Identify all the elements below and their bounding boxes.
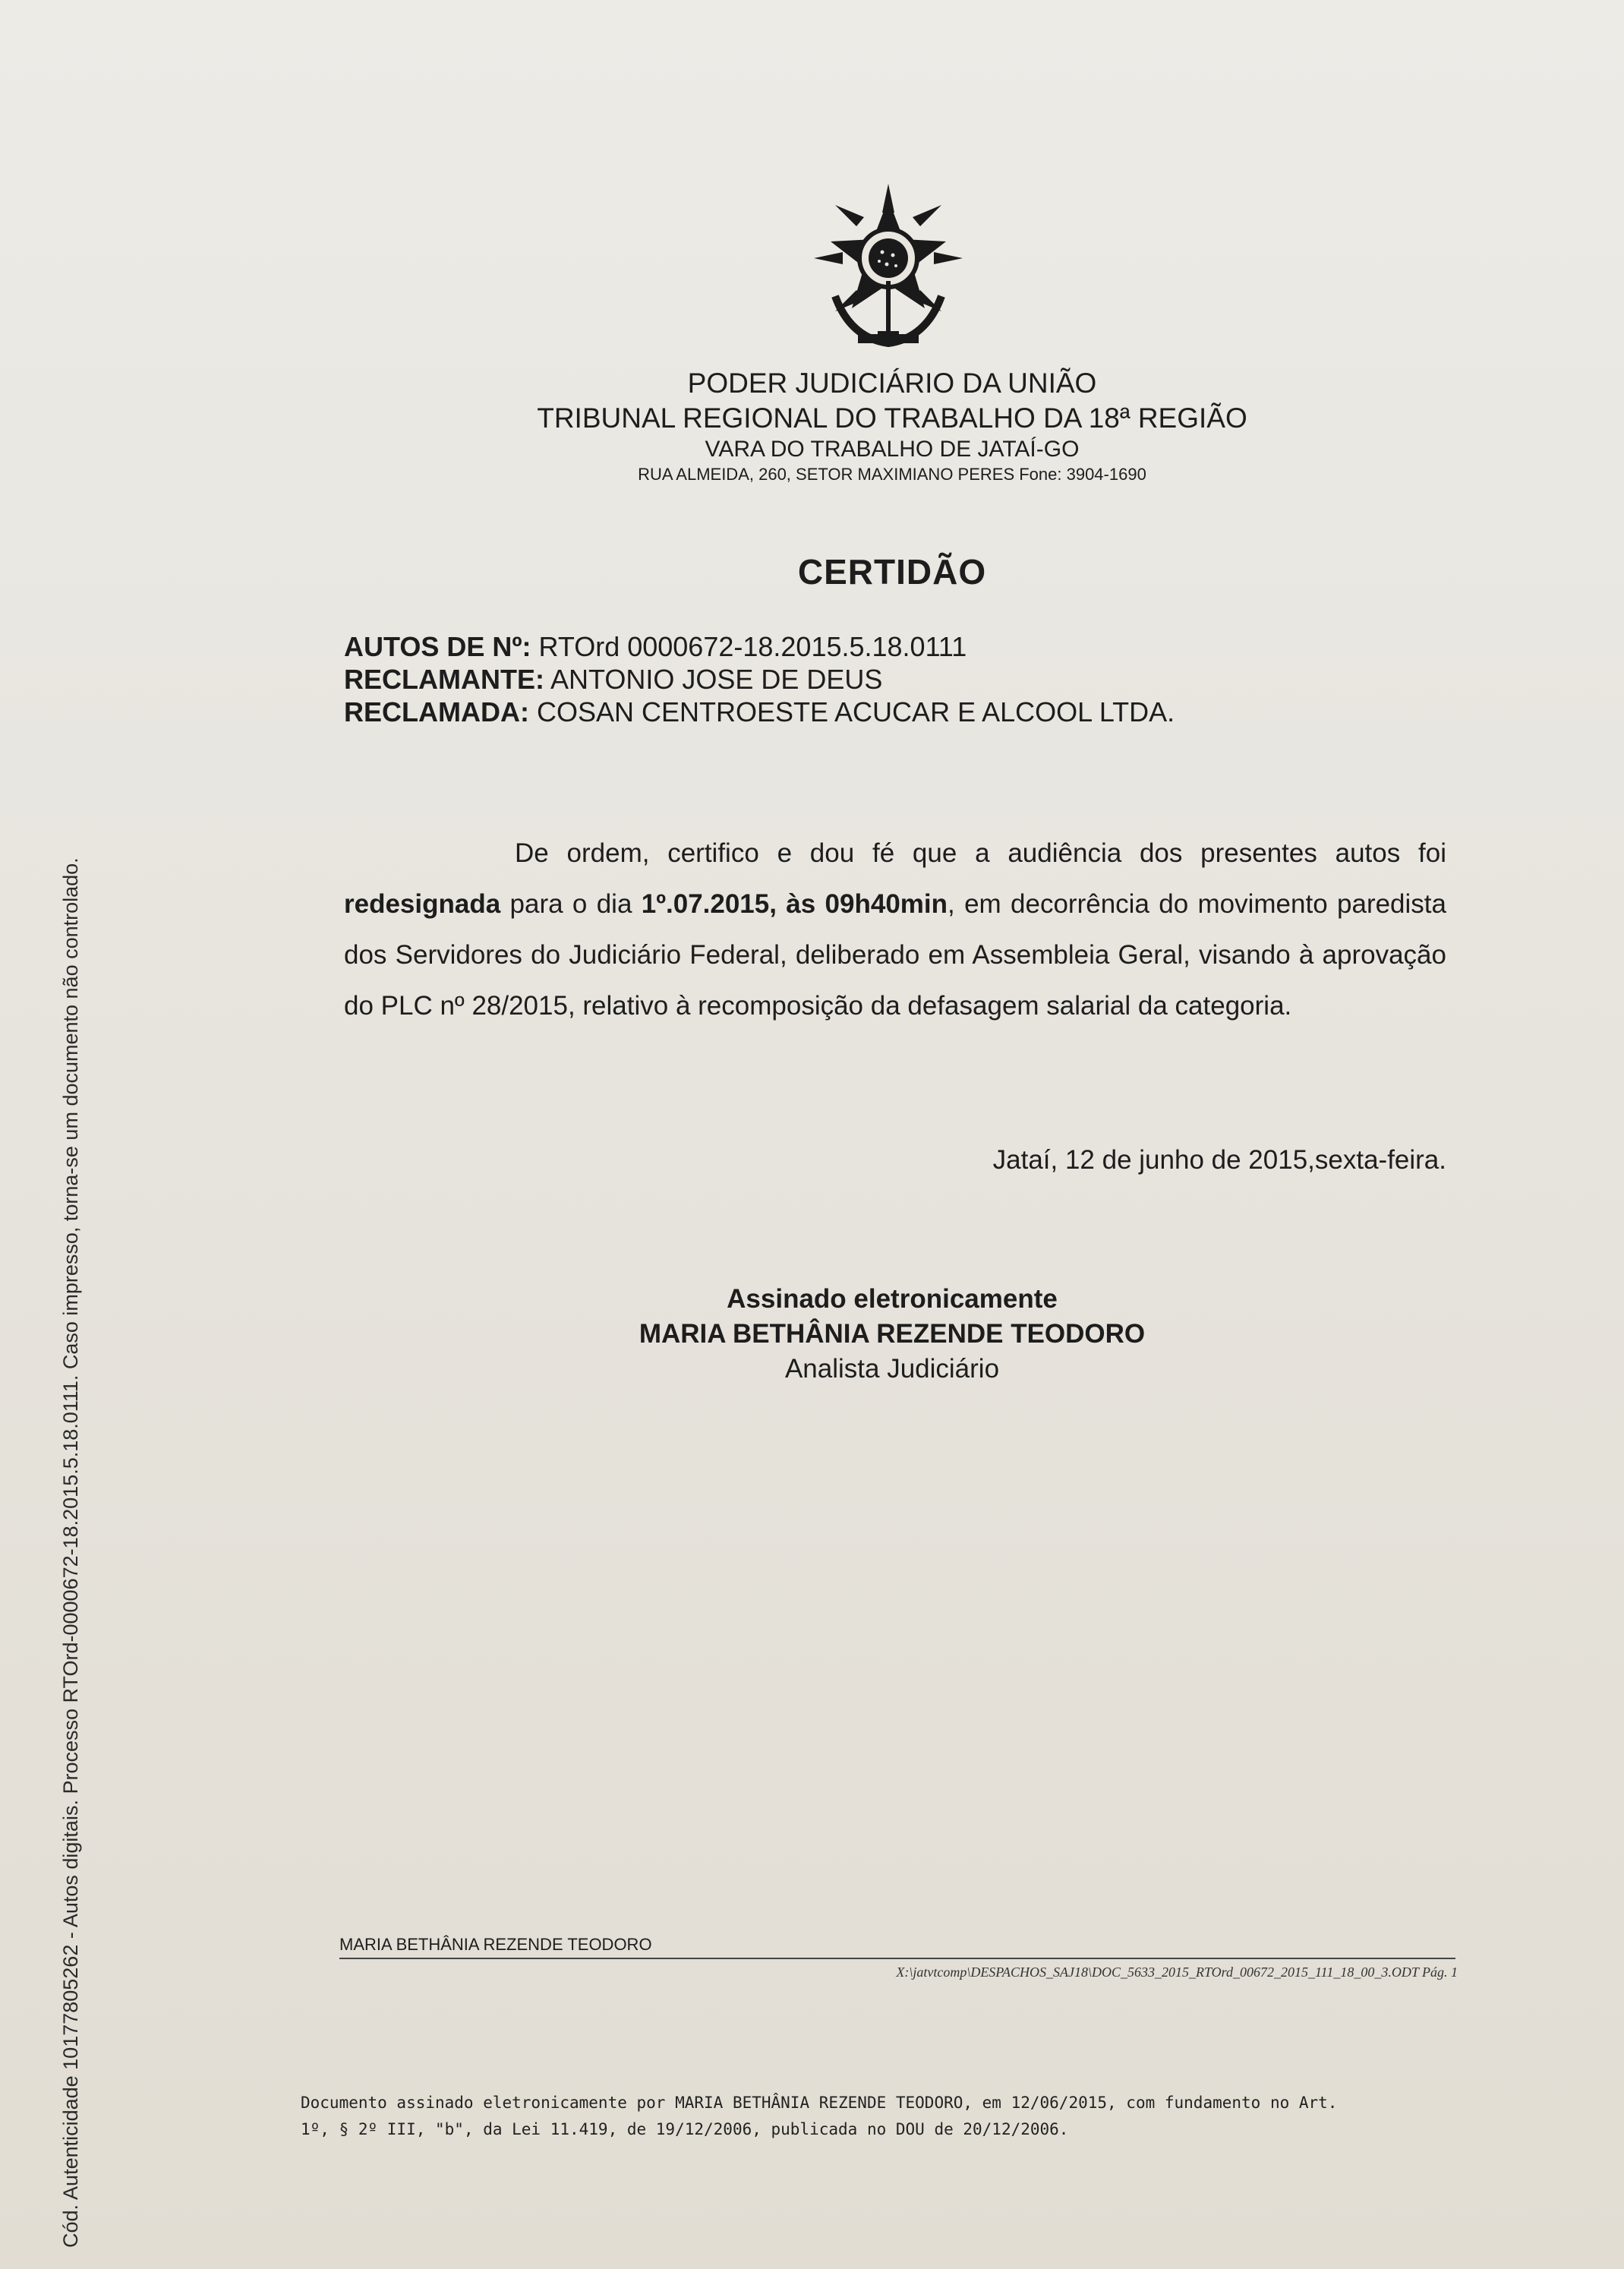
body-part-3: , em decorrência do movimento paredista dos Servidores do Judiciário Federal, deliberado em Assembleia Geral, visando à aprovação do PLC nº 28/2015, relativo à recomposição da defasagem salarial da categoria. [344, 889, 1446, 1021]
header-address: RUA ALMEIDA, 260, SETOR MAXIMIANO PERES Fone: 3904-1690 [638, 465, 1146, 484]
header-line-3: VARA DO TRABALHO DE JATAÍ-GO [705, 437, 1080, 462]
body-bold-1: redesignada [344, 889, 501, 919]
claimant-label: RECLAMANTE: [344, 664, 544, 695]
footer-signer-name: MARIA BETHÂNIA REZENDE TEODORO [339, 1935, 652, 1954]
coat-of-arms-emblem [812, 182, 964, 349]
body-bold-2: 1º.07.2015, às 09h40min [641, 889, 948, 919]
notice-line-1: Documento assinado eletronicamente por MARIA BETHÂNIA REZENDE TEODORO, em 12/06/2015, com fundamento no Art. [301, 2094, 1338, 2112]
signer-name: MARIA BETHÂNIA REZENDE TEODORO [639, 1319, 1146, 1349]
header-line-1: PODER JUDICIÁRIO DA UNIÃO [687, 368, 1097, 399]
defendant-line [344, 696, 1407, 728]
court-header [456, 366, 1329, 486]
footer-file-path: X:\jatvtcomp\DESPACHOS_SAJ18\DOC_5633_2015_RTOrd_00672_2015_111_18_00_3.ODT Pág. 1 [896, 1964, 1458, 1980]
electronic-signature-notice [301, 2090, 1485, 2143]
case-caption [344, 630, 1407, 728]
claimant-value: ANTONIO JOSE DE DEUS [550, 664, 883, 695]
signature-electronic: Assinado eletronicamente [727, 1284, 1058, 1314]
place-date: Jataí, 12 de junho de 2015,sexta-feira. [992, 1145, 1446, 1175]
signature-block [531, 1282, 1253, 1387]
body-part-1: De ordem, certifico e dou fé que a audiência dos presentes autos foi [515, 838, 1446, 868]
case-number-line [344, 630, 1407, 663]
case-number-value: RTOrd 0000672-18.2015.5.18.0111 [538, 631, 967, 662]
notice-line-2: 1º, § 2º III, "b", da Lei 11.419, de 19/12/2006, publicada no DOU de 20/12/2006. [301, 2120, 1069, 2138]
defendant-label: RECLAMADA: [344, 696, 529, 727]
body-part-2: para o dia [500, 889, 642, 919]
document-title: CERTIDÃO [797, 552, 987, 592]
signer-role: Analista Judiciário [784, 1354, 1000, 1384]
claimant-line [344, 663, 1407, 696]
case-number-label: AUTOS DE Nº: [344, 631, 531, 662]
header-line-2: TRIBUNAL REGIONAL DO TRABALHO DA 18ª REGIÃO [537, 402, 1247, 434]
footer-divider [339, 1958, 1455, 1959]
authenticity-side-note: Cód. Autenticidade 10177805262 - Autos digitais. Processo RTOrd-0000672-18.2015.5.18.0111. Caso impresso, torna-se um documento não controlado. [59, 857, 82, 2248]
certificate-body [344, 828, 1446, 1031]
defendant-value: COSAN CENTROESTE ACUCAR E ALCOOL LTDA. [536, 696, 1175, 727]
